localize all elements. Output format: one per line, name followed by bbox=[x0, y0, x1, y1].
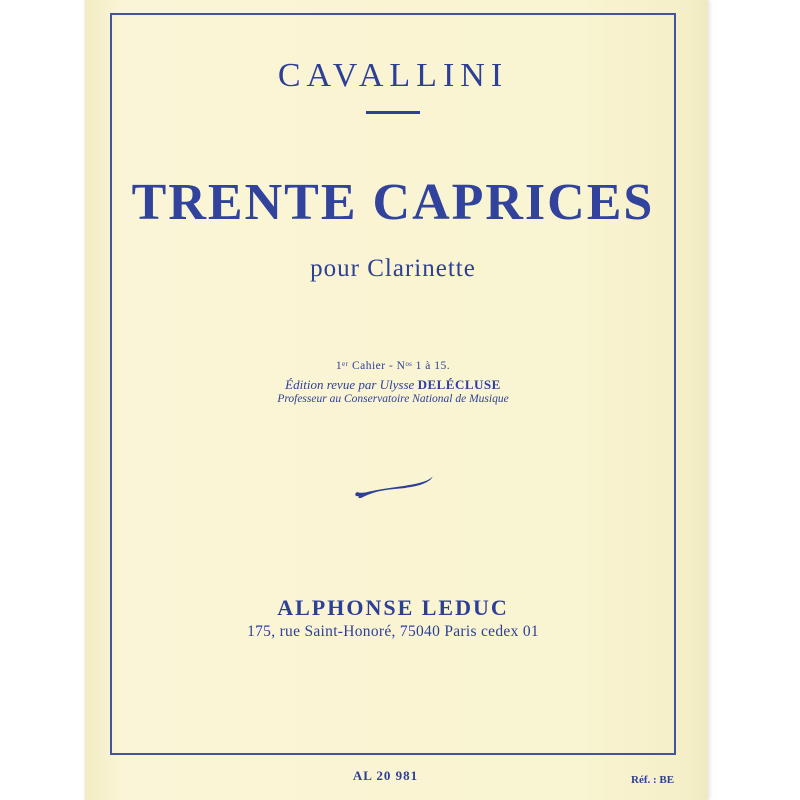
cover-page bbox=[85, 0, 708, 800]
flourish-ornament-icon bbox=[112, 473, 674, 503]
publisher-address: 175, rue Saint-Honoré, 75040 Paris cedex 01 bbox=[247, 623, 539, 640]
editor-title-line: Professeur au Conservatoire National de Musique bbox=[277, 393, 509, 405]
plate-number: AL 20 981 bbox=[352, 768, 419, 783]
composer-underline-rule bbox=[366, 111, 420, 114]
reference-code: Réf. : BE bbox=[631, 774, 675, 786]
edition-credit bbox=[112, 377, 674, 393]
instrument-subtitle: pour Clarinette bbox=[310, 255, 476, 282]
editor-name: DELÉCLUSE bbox=[417, 377, 501, 392]
composer-name: CAVALLINI bbox=[277, 57, 509, 94]
border-frame bbox=[110, 13, 676, 755]
edition-credit-prefix: Édition revue par Ulysse bbox=[285, 377, 418, 392]
volume-info: 1ᵉʳ Cahier - Nᵒˢ 1 à 15. bbox=[335, 360, 451, 372]
publisher-name: ALPHONSE LEDUC bbox=[277, 595, 509, 620]
work-title: TRENTE CAPRICES bbox=[131, 174, 655, 231]
